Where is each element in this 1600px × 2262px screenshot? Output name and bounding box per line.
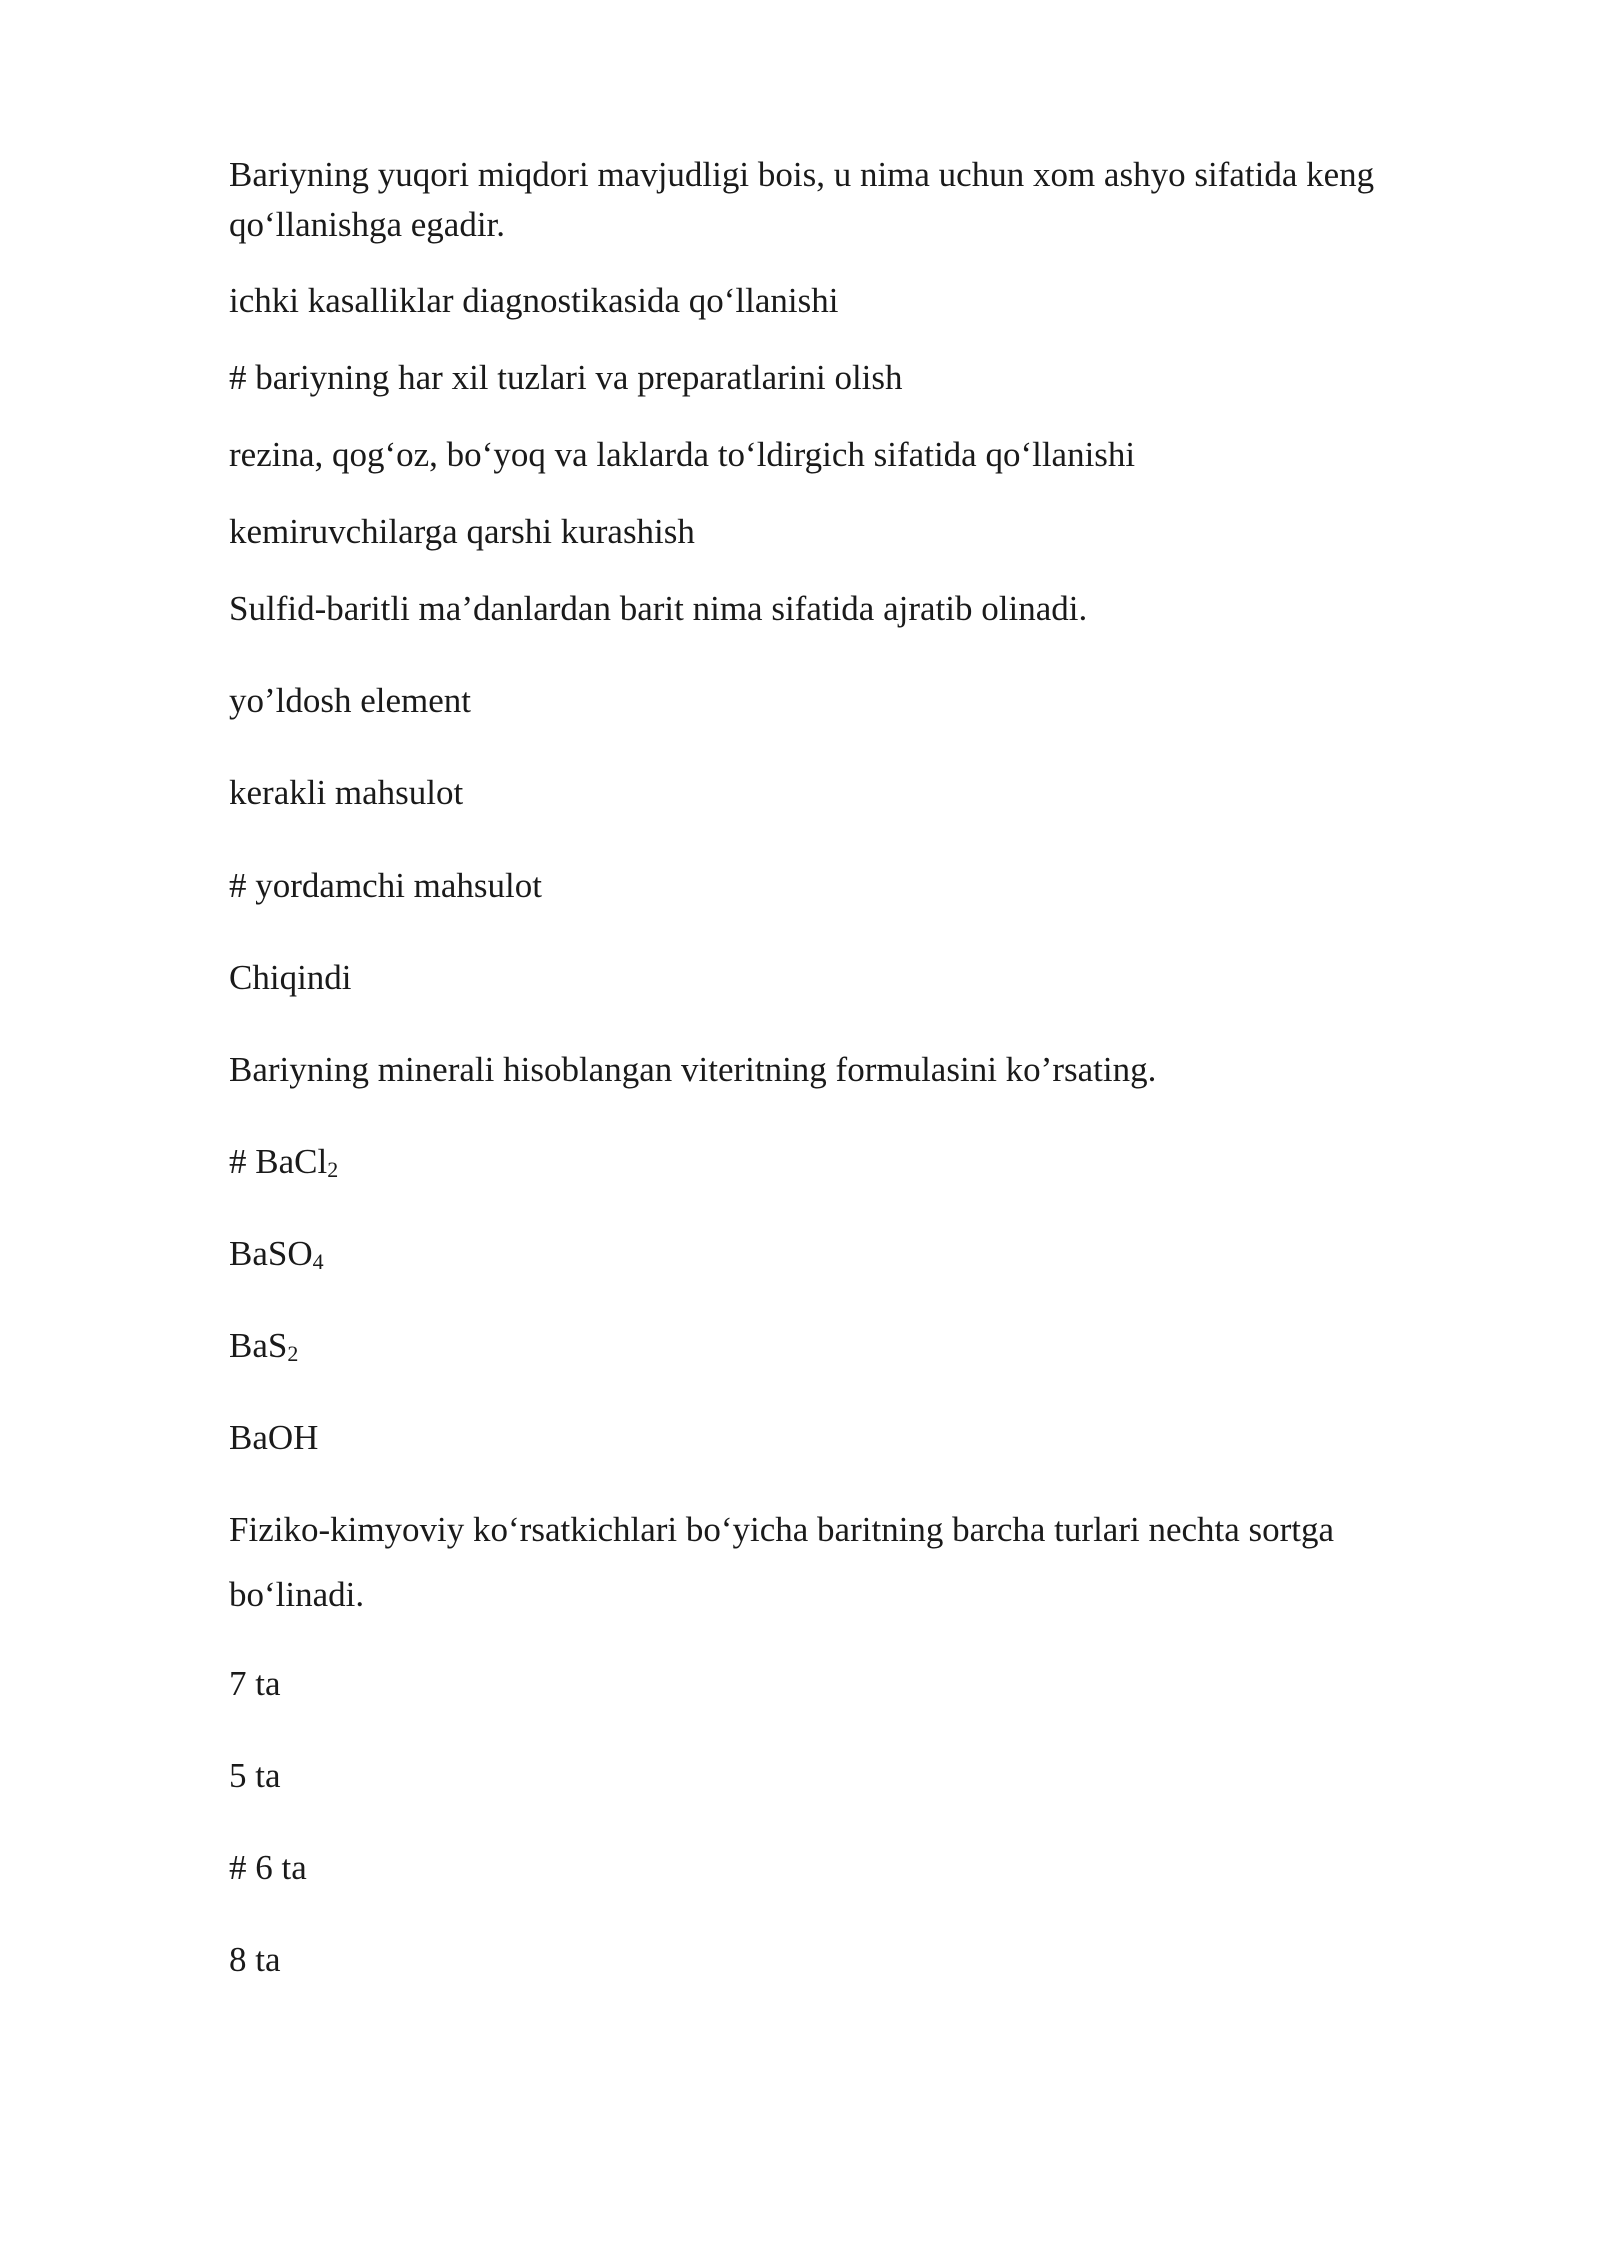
formula-subscript: 2 xyxy=(327,1157,339,1182)
question-3-option-2 xyxy=(229,1229,324,1279)
formula-base: # BaCl xyxy=(229,1142,328,1181)
question-3-option-3 xyxy=(229,1321,298,1371)
question-3-option-1 xyxy=(229,1137,338,1187)
question-4-option-3: # 6 ta xyxy=(229,1848,307,1887)
question-4-option-4: 8 ta xyxy=(229,1940,281,1979)
question-1-text: Bariyning yuqori miqdori mavjudligi bois, u nima uchun xom ashyo sifatida keng qo‘llanishga egadir. xyxy=(229,155,1375,244)
question-4-option-2: 5 ta xyxy=(229,1756,281,1795)
formula-base: BaOH xyxy=(229,1418,319,1457)
question-2-option-1: yo’ldosh element xyxy=(229,681,472,720)
formula-subscript: 4 xyxy=(312,1249,324,1274)
question-4-text-line-2: bo‘linadi. xyxy=(229,1575,365,1614)
formula-base: BaS xyxy=(229,1326,288,1365)
question-1-option-3: rezina, qog‘oz, bo‘yoq va laklarda to‘ldirgich sifatida qo‘llanishi xyxy=(229,435,1136,474)
question-2-option-3: # yordamchi mahsulot xyxy=(229,866,543,905)
question-3-option-4 xyxy=(229,1413,318,1463)
question-2-option-2: kerakli mahsulot xyxy=(229,773,464,812)
question-3-text: Bariyning minerali hisoblangan viteritning formulasini ko’rsating. xyxy=(229,1050,1157,1089)
question-1-option-4: kemiruvchilarga qarshi kurashish xyxy=(229,512,695,551)
formula-base: BaSO xyxy=(229,1234,313,1273)
question-1-option-2: # bariyning har xil tuzlari va preparatlarini olish xyxy=(229,358,903,397)
question-4-text-line-1: Fiziko-kimyoviy ko‘rsatkichlari bo‘yicha baritning barcha turlari nechta sortga xyxy=(229,1510,1335,1549)
question-2-option-4: Chiqindi xyxy=(229,958,352,997)
question-4-option-1: 7 ta xyxy=(229,1664,281,1703)
question-2-text: Sulfid-baritli ma’danlardan barit nima sifatida ajratib olinadi. xyxy=(229,589,1088,628)
question-1-option-1: ichki kasalliklar diagnostikasida qo‘llanishi xyxy=(229,281,839,320)
formula-subscript: 2 xyxy=(287,1341,299,1366)
